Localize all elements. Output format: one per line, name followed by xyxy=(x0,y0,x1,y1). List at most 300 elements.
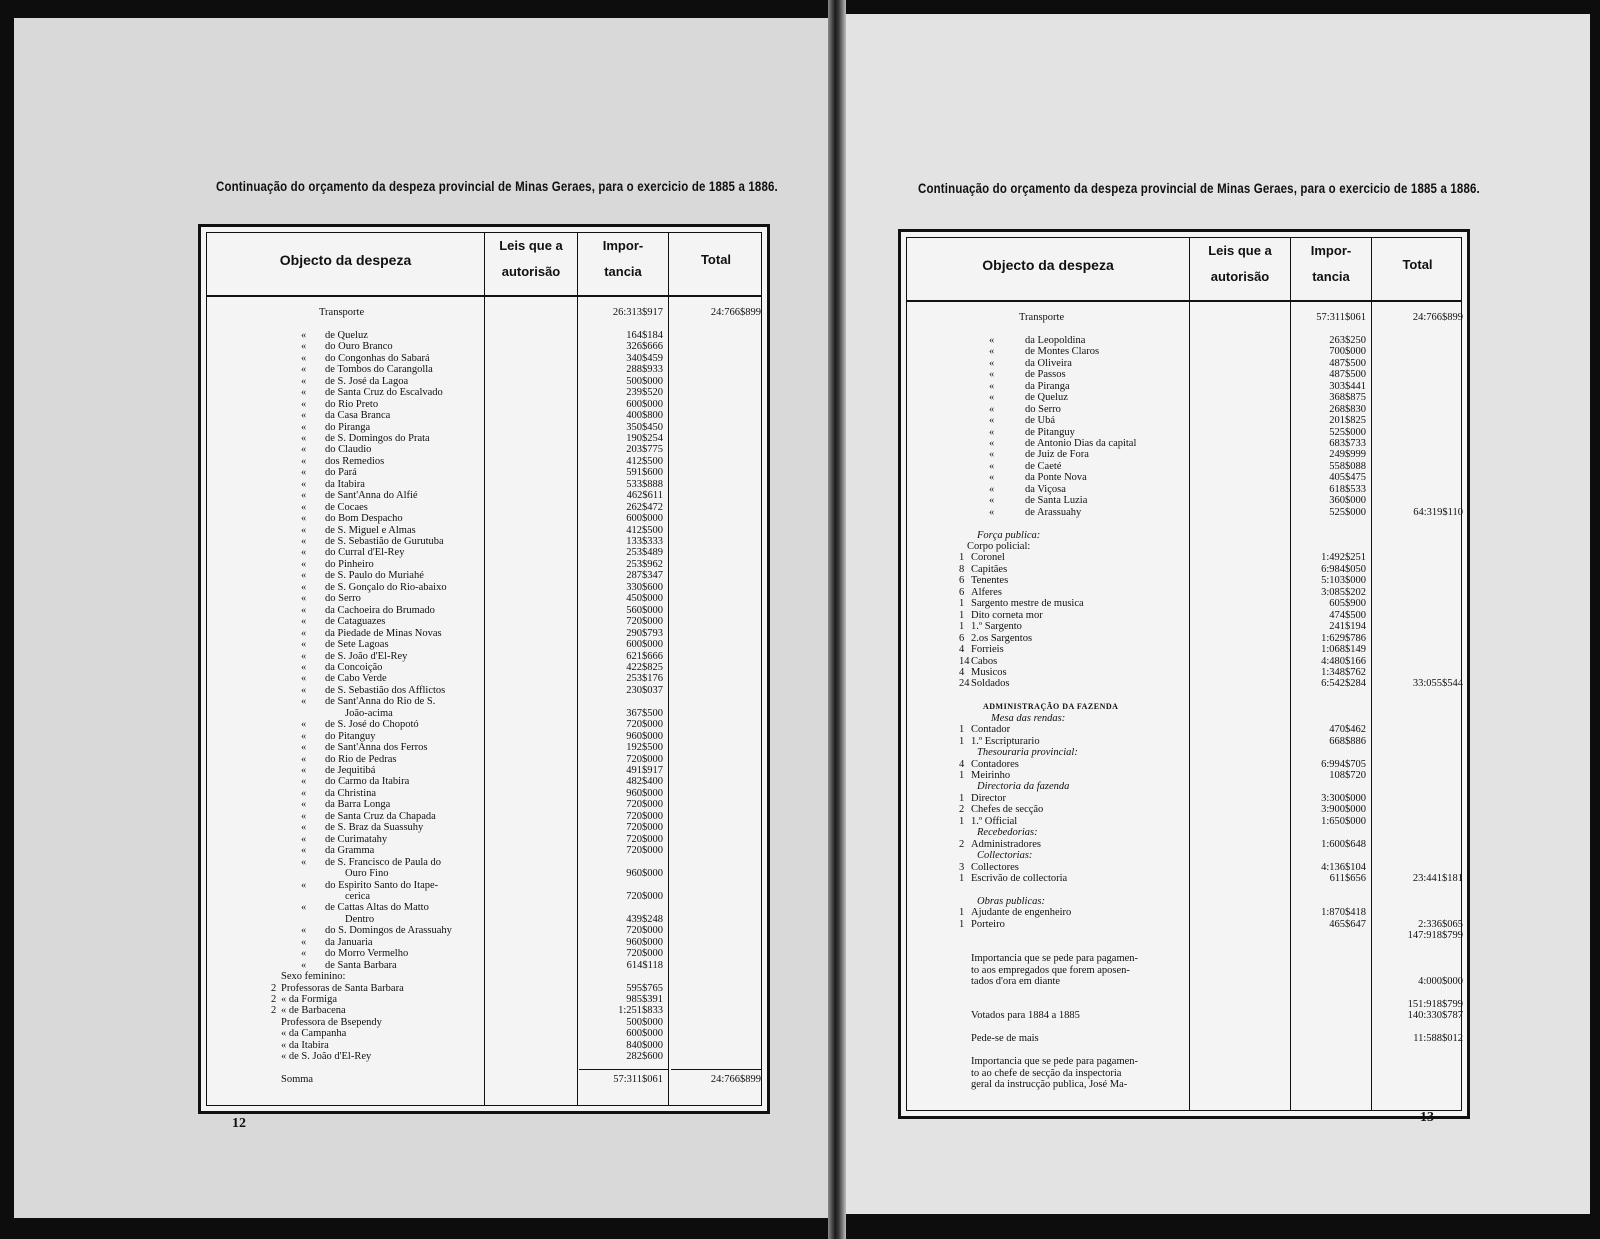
table-row xyxy=(201,456,767,467)
row-label: da Leopoldina xyxy=(1025,334,1086,346)
table-row xyxy=(901,885,1467,896)
left-header-importancia xyxy=(578,233,668,285)
row-quantity: « xyxy=(989,483,995,495)
table-row xyxy=(201,902,767,913)
row-label: Ajudante de engenheiro xyxy=(971,907,1072,919)
row-quantity: « xyxy=(301,787,307,799)
row-label: de Tombos do Carangolla xyxy=(325,364,433,376)
row-label: Cabos xyxy=(971,655,998,667)
row-quantity: « xyxy=(301,558,307,570)
table-row xyxy=(201,307,767,318)
row-importancia: 3:300$000 xyxy=(1321,792,1366,804)
table-row xyxy=(201,341,767,352)
table-row xyxy=(201,639,767,650)
table-row xyxy=(901,747,1467,758)
row-label: de Juiz de Fora xyxy=(1025,449,1089,461)
row-label: do Piranga xyxy=(325,421,371,433)
row-quantity: « xyxy=(301,799,307,811)
row-importancia: 367$500 xyxy=(626,707,663,719)
row-quantity: 1 xyxy=(959,609,965,621)
right-header-imp-line1: Impor- xyxy=(1310,243,1352,258)
row-label: da Gramma xyxy=(325,845,375,857)
row-importancia: 133$333 xyxy=(626,536,663,547)
row-quantity: « xyxy=(301,604,307,616)
row-label: Professoras de Santa Barbara xyxy=(281,982,404,994)
row-quantity: « xyxy=(301,501,307,513)
row-quantity: « xyxy=(301,547,307,559)
table-row xyxy=(901,346,1467,357)
row-quantity: « xyxy=(301,936,307,948)
row-quantity: « xyxy=(989,449,995,461)
row-label: Collectorias: xyxy=(977,850,1033,862)
row-quantity: 1 xyxy=(959,770,965,781)
row-label: Força publica: xyxy=(977,529,1041,541)
row-label: do Espirito Santo do Itape- xyxy=(325,879,439,891)
row-label: Collectores xyxy=(971,861,1019,873)
table-row xyxy=(201,605,767,616)
row-total: 147:918$799 xyxy=(1407,930,1463,942)
row-label: Forrieis xyxy=(971,644,1004,656)
row-importancia: 1:650$000 xyxy=(1321,815,1366,827)
table-row xyxy=(901,323,1467,334)
table-row xyxy=(901,518,1467,529)
row-quantity: « xyxy=(301,467,307,479)
row-total: 64:319$110 xyxy=(1413,506,1463,518)
row-label: dos Remedios xyxy=(325,455,385,467)
row-label: do Rio Preto xyxy=(325,398,379,410)
row-quantity: « xyxy=(301,627,307,639)
row-label: de Santa Cruz do Escalvado xyxy=(325,387,443,399)
row-label: do Pinheiro xyxy=(325,558,374,570)
row-label: Mesa das rendas: xyxy=(991,712,1066,724)
row-importancia: 405$475 xyxy=(1329,472,1366,484)
table-row xyxy=(901,621,1467,632)
row-importancia: 985$391 xyxy=(626,994,663,1005)
table-row xyxy=(201,937,767,948)
row-quantity: « xyxy=(301,879,307,891)
row-quantity: « xyxy=(301,719,307,731)
row-label: Recebedorias: xyxy=(977,827,1038,839)
row-importancia: 720$000 xyxy=(626,833,663,845)
row-importancia: 462$611 xyxy=(626,490,663,502)
table-row xyxy=(901,564,1467,575)
table-row xyxy=(901,770,1467,781)
row-importancia: 720$000 xyxy=(626,753,663,765)
table-row xyxy=(201,547,767,558)
row-importancia: 350$450 xyxy=(626,421,663,433)
row-importancia: 600$000 xyxy=(626,639,663,651)
row-importancia: 340$459 xyxy=(626,352,663,364)
table-row xyxy=(201,731,767,742)
row-label: de Santa Luzia xyxy=(1025,495,1088,507)
row-quantity: 3 xyxy=(959,861,965,873)
row-label: de Sant'Anna do Rio de S. xyxy=(325,696,436,708)
row-label: de Montes Claros xyxy=(1025,346,1100,358)
table-row xyxy=(901,369,1467,380)
row-importancia: 465$647 xyxy=(1329,918,1366,930)
row-label: da Barra Longa xyxy=(325,799,391,811)
row-quantity: « xyxy=(989,392,995,404)
table-row xyxy=(201,857,767,868)
table-row xyxy=(201,822,767,833)
row-label: de Cattas Altas do Matto xyxy=(325,902,429,914)
table-row xyxy=(901,1010,1467,1021)
table-row xyxy=(901,449,1467,460)
left-header-leis-line2: autorisão xyxy=(501,264,561,279)
table-row xyxy=(901,804,1467,815)
left-header-total: Total xyxy=(700,252,732,267)
row-quantity: « xyxy=(301,352,307,364)
row-importancia: 288$933 xyxy=(626,364,663,376)
table-row xyxy=(901,701,1467,712)
row-quantity: 14 xyxy=(959,655,970,667)
row-label: Tenentes xyxy=(971,575,1009,587)
table-row xyxy=(201,1028,767,1039)
table-row xyxy=(201,1040,767,1051)
table-row xyxy=(901,988,1467,999)
table-row xyxy=(201,673,767,684)
table-row xyxy=(201,891,767,902)
table-row xyxy=(901,461,1467,472)
row-label: Administradores xyxy=(971,838,1041,850)
row-importancia: 960$000 xyxy=(626,936,663,948)
row-quantity: 2 xyxy=(271,994,277,1005)
row-label: 1.º Sargento xyxy=(971,621,1022,633)
row-quantity: « xyxy=(301,444,307,456)
right-header-total: Total xyxy=(1402,257,1433,272)
table-row xyxy=(201,845,767,856)
table-row xyxy=(901,942,1467,953)
row-importancia: 1:629$786 xyxy=(1321,632,1366,644)
row-importancia: 1:251$833 xyxy=(618,1005,663,1017)
book-spine xyxy=(828,0,846,1239)
row-importancia: 400$800 xyxy=(626,410,663,422)
row-importancia: 595$765 xyxy=(626,982,663,994)
row-label: do Pitanguy xyxy=(325,730,376,742)
table-row xyxy=(201,948,767,959)
table-row xyxy=(901,678,1467,689)
row-total: 23:441$181 xyxy=(1412,873,1463,885)
row-label: de Jequitibá xyxy=(325,765,376,776)
table-row xyxy=(901,541,1467,552)
row-label: « da Itabira xyxy=(281,1039,329,1051)
row-importancia: 412$500 xyxy=(626,524,663,536)
row-importancia: 4:136$104 xyxy=(1321,861,1366,873)
row-label: de Ubá xyxy=(1025,415,1056,427)
row-label: Porteiro xyxy=(971,918,1005,930)
row-label: Sexo feminino: xyxy=(281,971,346,983)
left-header-imp-line1: Impor- xyxy=(602,238,644,253)
row-importancia: 326$666 xyxy=(626,341,663,353)
right-budget-table xyxy=(898,229,1470,1119)
row-label: Votados para 1884 a 1885 xyxy=(971,1010,1080,1022)
row-total: 33:055$544 xyxy=(1412,678,1463,690)
row-label: do Congonhas do Sabará xyxy=(325,352,430,364)
row-label: Contador xyxy=(971,724,1011,736)
table-row xyxy=(201,742,767,753)
table-row xyxy=(901,919,1467,930)
row-importancia: 412$500 xyxy=(626,455,663,467)
table-row xyxy=(201,593,767,604)
row-importancia: 960$000 xyxy=(626,868,663,880)
table-row xyxy=(201,433,767,444)
row-quantity: « xyxy=(301,822,307,834)
row-importancia: 960$000 xyxy=(626,730,663,742)
row-label: do Ouro Branco xyxy=(325,341,393,353)
row-importancia: 290$793 xyxy=(626,627,663,639)
row-importancia: 26:313$917 xyxy=(612,307,663,318)
row-quantity: « xyxy=(301,661,307,673)
row-label: Somma xyxy=(281,1074,314,1086)
row-quantity: « xyxy=(301,490,307,502)
row-importancia: 1:492$251 xyxy=(1321,552,1366,564)
row-label: da Oliveira xyxy=(1025,357,1072,369)
row-label: Soldados xyxy=(971,678,1010,690)
row-label: de Curimatahy xyxy=(325,833,388,845)
row-label: do Serro xyxy=(1025,403,1061,415)
row-importancia: 482$400 xyxy=(626,776,663,788)
row-quantity: 1 xyxy=(959,724,965,736)
row-quantity: « xyxy=(989,415,995,427)
row-quantity: « xyxy=(301,375,307,387)
row-importancia: 368$875 xyxy=(1329,392,1366,404)
table-row xyxy=(201,868,767,879)
row-label: Directoria da fazenda xyxy=(977,781,1070,793)
row-label: Transporte xyxy=(319,307,365,318)
table-row xyxy=(901,484,1467,495)
row-importancia: 614$118 xyxy=(626,959,663,971)
row-importancia: 57:311$061 xyxy=(1316,312,1366,323)
table-row xyxy=(901,1056,1467,1067)
row-importancia: 249$999 xyxy=(1329,449,1366,461)
row-importancia: 960$000 xyxy=(626,787,663,799)
table-row xyxy=(901,552,1467,563)
table-row xyxy=(901,415,1467,426)
row-label: Transporte xyxy=(1019,312,1065,323)
row-importancia: 263$250 xyxy=(1329,334,1366,346)
row-label: Escrivão de collectoria xyxy=(971,873,1068,885)
row-importancia: 668$886 xyxy=(1329,735,1366,747)
row-label: Chefes de secção xyxy=(971,804,1044,816)
row-importancia: 1:068$149 xyxy=(1321,644,1366,656)
table-row xyxy=(201,765,767,776)
table-row xyxy=(201,330,767,341)
row-label: do Curral d'El-Rey xyxy=(325,547,405,559)
row-importancia: 3:085$202 xyxy=(1321,586,1366,598)
right-header-importancia xyxy=(1291,238,1371,290)
row-quantity: 2 xyxy=(959,804,965,816)
row-label: do Pará xyxy=(325,467,357,479)
row-importancia: 57:311$061 xyxy=(613,1074,663,1086)
row-importancia: 6:542$284 xyxy=(1321,678,1366,690)
table-row xyxy=(901,1079,1467,1090)
row-importancia: 253$962 xyxy=(626,558,663,570)
table-row xyxy=(201,811,767,822)
row-importancia: 700$000 xyxy=(1329,346,1366,358)
row-quantity: « xyxy=(989,506,995,518)
row-quantity: « xyxy=(301,524,307,536)
row-quantity: « xyxy=(301,387,307,399)
table-row xyxy=(201,799,767,810)
row-quantity: 8 xyxy=(959,563,965,575)
table-row xyxy=(201,1051,767,1062)
row-importancia: 201$825 xyxy=(1329,415,1366,427)
row-importancia: 525$000 xyxy=(1329,506,1366,518)
table-row xyxy=(901,736,1467,747)
table-row xyxy=(201,536,767,547)
table-row xyxy=(201,971,767,982)
row-importancia: 303$441 xyxy=(1329,380,1366,392)
row-label: de S. Francisco de Paula do xyxy=(325,856,442,868)
row-quantity: « xyxy=(301,856,307,868)
row-label: de Sete Lagoas xyxy=(325,639,389,651)
row-importancia: 611$656 xyxy=(1329,873,1366,885)
right-header-imp-line2: tancia xyxy=(1312,269,1350,284)
row-importancia: 1:600$648 xyxy=(1321,838,1366,850)
row-quantity: « xyxy=(989,334,995,346)
row-label: Professora de Bsependy xyxy=(281,1016,382,1028)
row-quantity: 1 xyxy=(959,621,965,633)
right-header-rule xyxy=(906,300,1462,302)
row-importancia: 487$500 xyxy=(1329,357,1366,369)
row-label: de S. José da Lagoa xyxy=(325,375,409,387)
row-label: da Itabira xyxy=(325,478,365,490)
row-quantity: « xyxy=(301,696,307,708)
row-quantity: « xyxy=(989,346,995,358)
row-label: de Sant'Anna dos Ferros xyxy=(325,742,428,754)
row-quantity: 2 xyxy=(271,982,277,994)
row-label: Dentro xyxy=(345,913,375,925)
left-budget-table xyxy=(198,224,770,1114)
table-row xyxy=(901,587,1467,598)
table-row xyxy=(201,719,767,730)
row-quantity: « xyxy=(301,948,307,960)
table-row xyxy=(201,399,767,410)
table-row xyxy=(901,896,1467,907)
row-label: Dito corneta mor xyxy=(971,609,1043,621)
row-quantity: 2 xyxy=(271,1005,277,1017)
row-importancia: 558$088 xyxy=(1329,460,1366,472)
row-label: da Piranga xyxy=(1025,380,1070,392)
row-label: de Cabo Verde xyxy=(325,673,387,685)
row-quantity: « xyxy=(989,437,995,449)
row-importancia: 190$254 xyxy=(626,432,663,444)
table-row xyxy=(201,776,767,787)
row-label: de S. João d'El-Rey xyxy=(325,650,408,662)
table-row xyxy=(901,1045,1467,1056)
table-row xyxy=(901,759,1467,770)
row-quantity: « xyxy=(301,959,307,971)
row-label: Thesouraria provincial: xyxy=(977,747,1078,759)
row-label: de Sant'Anna do Alfié xyxy=(325,490,418,502)
row-label: de S. Braz da Suassuhy xyxy=(325,822,424,834)
table-row xyxy=(201,880,767,891)
row-quantity: « xyxy=(301,765,307,776)
table-row xyxy=(201,479,767,490)
row-label: tados d'ora em diante xyxy=(971,976,1061,988)
row-total: 11:588$012 xyxy=(1413,1033,1463,1045)
row-quantity: « xyxy=(301,478,307,490)
row-label: de S. Sebastião dos Afflictos xyxy=(325,684,446,696)
row-label: Ouro Fino xyxy=(345,868,389,880)
row-quantity: « xyxy=(301,639,307,651)
row-total: 24:766$899 xyxy=(710,1074,761,1086)
row-label: Capitães xyxy=(971,563,1008,575)
row-total: 24:766$899 xyxy=(1412,312,1463,323)
table-row xyxy=(201,983,767,994)
row-quantity: 1 xyxy=(959,552,965,564)
table-row xyxy=(901,427,1467,438)
row-importancia: 262$472 xyxy=(626,501,663,513)
row-label: de Arassuahy xyxy=(1025,506,1082,518)
row-label: Obras publicas: xyxy=(977,895,1045,907)
row-importancia: 1:348$762 xyxy=(1321,666,1366,678)
row-label: do Bom Despacho xyxy=(325,513,403,525)
table-row xyxy=(901,667,1467,678)
table-row xyxy=(201,387,767,398)
row-label: da Viçosa xyxy=(1025,483,1066,495)
left-header-rule xyxy=(206,295,762,297)
row-quantity: « xyxy=(989,403,995,415)
row-quantity: « xyxy=(989,380,995,392)
row-importancia: 720$000 xyxy=(626,810,663,822)
row-quantity: « xyxy=(301,684,307,696)
row-importancia: 533$888 xyxy=(626,478,663,490)
row-quantity: « xyxy=(989,472,995,484)
row-quantity: « xyxy=(301,650,307,662)
row-label: da Casa Branca xyxy=(325,410,391,422)
table-row xyxy=(901,438,1467,449)
row-importancia: 203$775 xyxy=(626,444,663,456)
row-label: de Passos xyxy=(1025,369,1066,381)
row-quantity: 1 xyxy=(959,735,965,747)
row-label: Musicos xyxy=(971,666,1007,678)
row-importancia: 282$600 xyxy=(626,1051,663,1063)
row-quantity: « xyxy=(301,902,307,914)
left-header-objecto: Objecto da despeza xyxy=(279,252,412,268)
row-importancia: 500$000 xyxy=(626,1016,663,1028)
row-quantity: « xyxy=(301,616,307,628)
row-label: da Christina xyxy=(325,787,377,799)
row-label: 2.os Sargentos xyxy=(971,632,1033,644)
row-importancia: 1:870$418 xyxy=(1321,907,1366,919)
table-row xyxy=(201,696,767,707)
row-importancia: 470$462 xyxy=(1329,724,1366,736)
row-importancia: 3:900$000 xyxy=(1321,804,1366,816)
row-quantity: 1 xyxy=(959,918,965,930)
table-row xyxy=(901,530,1467,541)
table-row xyxy=(201,628,767,639)
table-row xyxy=(201,662,767,673)
right-page-caption: Continuação do orçamento da despeza provincial de Minas Geraes, para o exercicio de 1885 a 1886. xyxy=(918,180,1480,196)
row-label: do Morro Vermelho xyxy=(325,948,409,960)
row-importancia: 683$733 xyxy=(1329,437,1366,449)
table-row xyxy=(901,724,1467,735)
right-header-objecto: Objecto da despeza xyxy=(982,257,1114,273)
row-total: 24:766$899 xyxy=(710,307,761,318)
row-importancia: 621$666 xyxy=(626,650,663,662)
table-row xyxy=(201,1063,767,1074)
table-row xyxy=(201,525,767,536)
row-label: do Rio de Pedras xyxy=(325,753,397,765)
row-quantity: « xyxy=(301,581,307,593)
row-label: de Santa Barbara xyxy=(325,959,397,971)
row-importancia: 560$000 xyxy=(626,604,663,616)
table-row xyxy=(901,850,1467,861)
row-importancia: 330$600 xyxy=(626,581,663,593)
row-label: do Carmo da Itabira xyxy=(325,776,410,788)
table-row xyxy=(901,839,1467,850)
